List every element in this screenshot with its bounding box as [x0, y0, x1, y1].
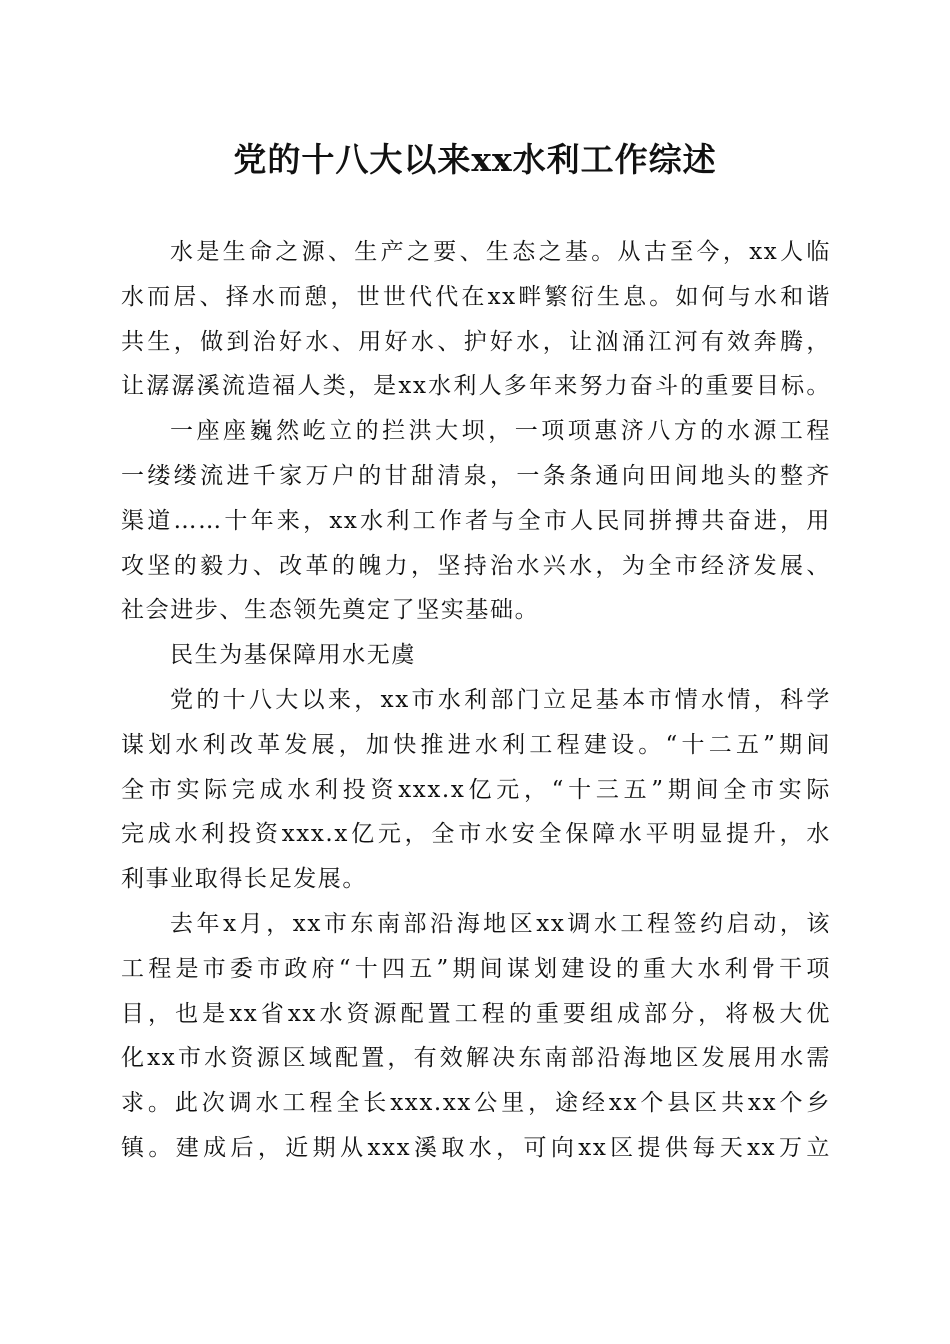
text-line: 目，也是xx省xx水资源配置工程的重要组成部分，将极大优 — [121, 1000, 831, 1027]
text-line: 求。此次调水工程全长xxx.xx公里，途经xx个县区共xx个乡 — [121, 1090, 831, 1117]
text-line: 攻坚的毅力、改革的魄力，坚持治水兴水，为全市经济发展、 — [121, 552, 831, 579]
text-line: 全市实际完成水利投资xxx.x亿元，“十三五”期间全市实际 — [121, 776, 831, 803]
text-line: 谋划水利改革发展，加快推进水利工程建设。“十二五”期间 — [121, 731, 831, 758]
text-line: 一缕缕流进千家万户的甘甜清泉，一条条通向田间地头的整齐 — [121, 462, 831, 489]
text-line: 渠道……十年来，xx水利工作者与全市人民同拼搏共奋进，用 — [121, 507, 831, 534]
text-line: 让潺潺溪流造福人类，是xx水利人多年来努力奋斗的重要目标。 — [121, 373, 831, 400]
document-body — [121, 230, 831, 1171]
text-line: 利事业取得长足发展。 — [121, 866, 367, 893]
text-line: 党的十八大以来，xx市水利部门立足基本市情水情，科学 — [170, 686, 831, 713]
text-line: 化xx市水资源区域配置，有效解决东南部沿海地区发展用水需 — [121, 1045, 831, 1072]
text-line: 工程是市委市政府“十四五”期间谋划建设的重大水利骨干项 — [121, 955, 831, 982]
text-line: 完成水利投资xxx.x亿元，全市水安全保障水平明显提升，水 — [121, 821, 831, 848]
document-title: 党的十八大以来xx水利工作综述 — [233, 140, 717, 179]
text-line: 镇。建成后，近期从xxx溪取水，可向xx区提供每天xx万立 — [121, 1134, 831, 1161]
text-line: 一座座巍然屹立的拦洪大坝，一项项惠济八方的水源工程 — [170, 418, 831, 445]
text-line: 水是生命之源、生产之要、生态之基。从古至今，xx人临 — [170, 239, 831, 265]
text-line: 去年x月，xx市东南部沿海地区xx调水工程签约启动，该 — [170, 910, 831, 937]
text-line: 社会进步、生态领先奠定了坚实基础。 — [121, 597, 540, 624]
text-line: 水而居、择水而憩，世世代代在xx畔繁衍生息。如何与水和谐 — [121, 283, 831, 310]
text-line: 共生，做到治好水、用好水、护好水，让汹涌江河有效奔腾， — [121, 328, 831, 355]
section-heading: 民生为基保障用水无虞 — [170, 642, 416, 669]
